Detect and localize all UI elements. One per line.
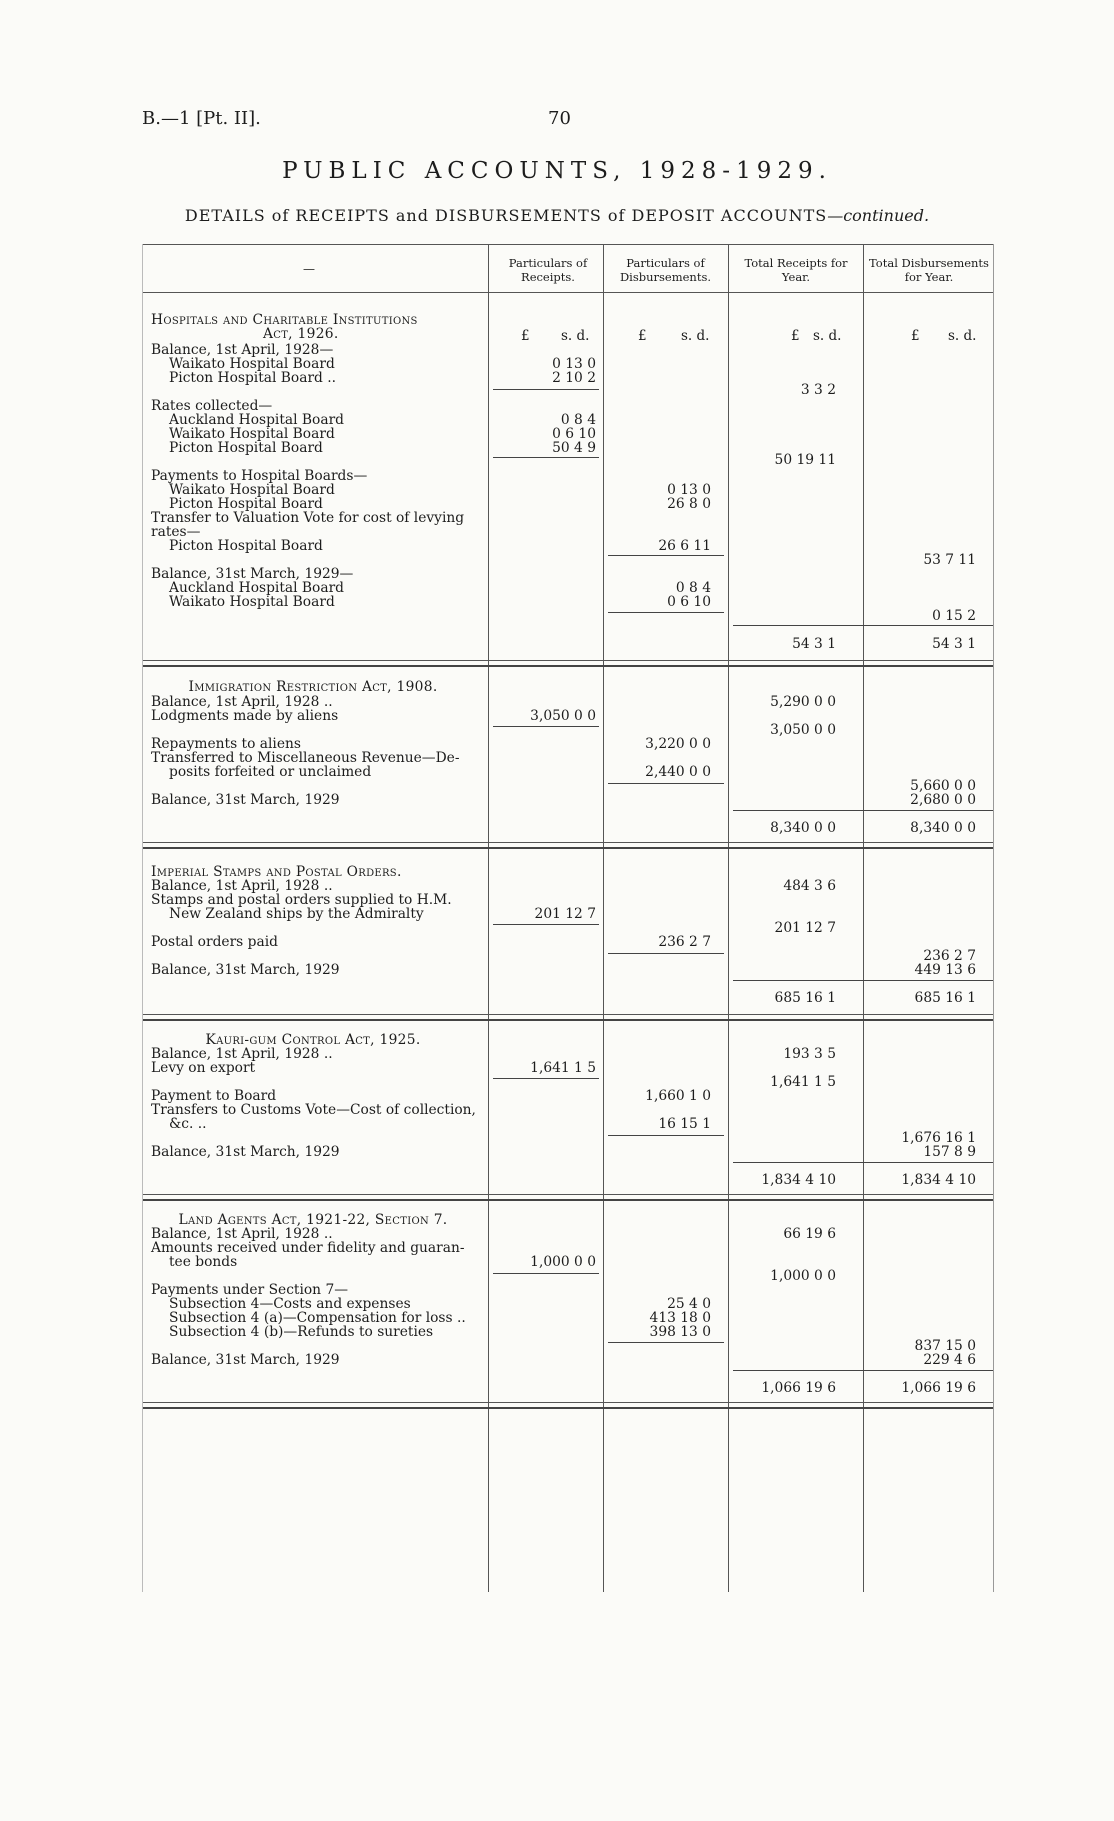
hospitals-picton3: Picton Hospital Board bbox=[169, 496, 323, 512]
hospitals-d-auck: 0 8 4 bbox=[675, 580, 711, 596]
land-sub4b: Subsection 4 (b)—Refunds to sureties bbox=[169, 1324, 434, 1340]
hospitals-picton: Picton Hospital Board .. bbox=[169, 370, 337, 386]
land-td-paid: 837 15 0 bbox=[914, 1338, 976, 1354]
stamps-td-paid: 236 2 7 bbox=[923, 948, 976, 964]
immigration-td-bal: 2,680 0 0 bbox=[910, 792, 976, 808]
hospitals-end-rule bbox=[143, 660, 993, 667]
hospitals-d-waik2: 0 6 10 bbox=[667, 594, 711, 610]
kauri-r-levy: 1,641 1 5 bbox=[530, 1060, 596, 1076]
stamps-supplied2: New Zealand ships by the Admiralty bbox=[169, 906, 424, 922]
column-divider-4 bbox=[863, 244, 864, 1592]
stamps-bal-close: Balance, 31st March, 1929 bbox=[151, 962, 340, 978]
land-subtotal-rule-1 bbox=[493, 1273, 599, 1274]
hospitals-transfer: Transfer to Valuation Vote for cost of levying bbox=[151, 510, 465, 526]
hospitals-r-pict: 50 4 9 bbox=[552, 440, 596, 456]
stamps-t-sup: 201 12 7 bbox=[774, 920, 836, 936]
hospitals-bal-close: Balance, 31st March, 1929— bbox=[151, 566, 354, 582]
hospitals-subtotal-rule-3 bbox=[608, 555, 724, 556]
hospitals-total-rule bbox=[733, 625, 993, 626]
page-title: PUBLIC ACCOUNTS, 1928-1929. bbox=[282, 158, 832, 184]
land-title: Land Agents Act, 1921-22, Section 7. bbox=[178, 1212, 448, 1228]
kauri-tot-r: 1,834 4 10 bbox=[761, 1172, 836, 1188]
hospitals-waikato3: Waikato Hospital Board bbox=[169, 482, 335, 498]
kauri-d-trans: 16 15 1 bbox=[658, 1116, 711, 1132]
header-bottom-rule bbox=[143, 292, 993, 293]
immigration-transferred2: posits forfeited or unclaimed bbox=[169, 764, 372, 780]
land-r-amt: 1,000 0 0 bbox=[530, 1254, 596, 1270]
stamps-supplied: Stamps and postal orders supplied to H.M. bbox=[151, 892, 452, 908]
hospitals-d-waik: 0 13 0 bbox=[667, 482, 711, 498]
header-disbursements: Particulars of Disbursements. bbox=[619, 256, 712, 284]
hospitals-r-waik: 0 6 10 bbox=[552, 426, 596, 442]
immigration-subtotal-rule-1 bbox=[493, 726, 599, 727]
subtitle-main: DETAILS of RECEIPTS and DISBURSEMENTS of DEPOSIT ACCOUNTS bbox=[184, 206, 828, 225]
kauri-t-levy: 1,641 1 5 bbox=[770, 1074, 836, 1090]
stamps-tot-r: 685 16 1 bbox=[774, 990, 836, 1006]
accounts-table bbox=[142, 244, 994, 1592]
header-total-disbursements: Total Disbursements for Year. bbox=[869, 256, 989, 284]
header-receipts: Particulars of Receipts. bbox=[508, 256, 588, 284]
stamps-subtotal-rule-1 bbox=[493, 924, 599, 925]
immigration-lodgments: Lodgments made by aliens bbox=[151, 708, 339, 724]
immigration-bal-open: Balance, 1st April, 1928 .. bbox=[151, 694, 333, 710]
land-total-rule bbox=[733, 1370, 993, 1371]
hospitals-auckland: Auckland Hospital Board bbox=[169, 412, 345, 428]
hospitals-t-bal: 3 3 2 bbox=[800, 382, 836, 398]
page-reference: B.—1 [Pt. II]. bbox=[142, 108, 261, 129]
column-divider-3 bbox=[728, 244, 729, 1592]
immigration-subtotal-rule-2 bbox=[608, 783, 724, 784]
kauri-total-rule bbox=[733, 1162, 993, 1163]
hospitals-tot-r: 54 3 1 bbox=[792, 636, 836, 652]
stamps-tot-d: 685 16 1 bbox=[914, 990, 976, 1006]
kauri-bal-close: Balance, 31st March, 1929 bbox=[151, 1144, 340, 1160]
immigration-t-bal: 5,290 0 0 bbox=[770, 694, 836, 710]
kauri-transfers: Transfers to Customs Vote—Cost of collection, bbox=[151, 1102, 476, 1118]
stamps-subtotal-rule-2 bbox=[608, 953, 724, 954]
hospitals-auckland2: Auckland Hospital Board bbox=[169, 580, 345, 596]
immigration-total-rule bbox=[733, 810, 993, 811]
immigration-d-trans: 2,440 0 0 bbox=[645, 764, 711, 780]
header-blank: — bbox=[303, 262, 315, 276]
hospitals-r-auck: 0 8 4 bbox=[560, 412, 596, 428]
kauri-subtotal-rule-2 bbox=[608, 1135, 724, 1136]
immigration-tot-d: 8,340 0 0 bbox=[910, 820, 976, 836]
subtitle-continued: —continued. bbox=[827, 206, 930, 225]
unit-sd-1: s. d. bbox=[561, 328, 590, 344]
hospitals-transfer2: rates— bbox=[151, 524, 201, 540]
unit-pound-1: £ bbox=[521, 328, 530, 344]
hospitals-title-1: Hospitals and Charitable Institutions bbox=[151, 312, 418, 328]
hospitals-r-waikato: 0 13 0 bbox=[552, 356, 596, 372]
kauri-end-rule bbox=[143, 1194, 993, 1201]
kauri-title: Kauri-gum Control Act, 1925. bbox=[205, 1032, 421, 1048]
stamps-t-bal: 484 3 6 bbox=[783, 878, 836, 894]
land-tot-d: 1,066 19 6 bbox=[901, 1380, 976, 1396]
hospitals-td-bal: 0 15 2 bbox=[932, 608, 976, 624]
immigration-t-lodg: 3,050 0 0 bbox=[770, 722, 836, 738]
immigration-bal-close: Balance, 31st March, 1929 bbox=[151, 792, 340, 808]
land-d-4b: 398 13 0 bbox=[649, 1324, 711, 1340]
unit-sd-4: s. d. bbox=[948, 328, 977, 344]
hospitals-td-pay: 53 7 11 bbox=[923, 552, 976, 568]
land-tot-r: 1,066 19 6 bbox=[761, 1380, 836, 1396]
kauri-subtotal-rule-1 bbox=[493, 1078, 599, 1079]
column-divider-1 bbox=[488, 244, 489, 1592]
land-bal-close: Balance, 31st March, 1929 bbox=[151, 1352, 340, 1368]
hospitals-waikato2: Waikato Hospital Board bbox=[169, 426, 335, 442]
immigration-end-rule bbox=[143, 842, 993, 849]
stamps-title: Imperial Stamps and Postal Orders. bbox=[151, 864, 402, 880]
stamps-d-paid: 236 2 7 bbox=[658, 934, 711, 950]
hospitals-subtotal-rule-4 bbox=[608, 612, 724, 613]
land-d-4: 25 4 0 bbox=[667, 1296, 711, 1312]
hospitals-tot-d: 54 3 1 bbox=[932, 636, 976, 652]
page-subtitle bbox=[0, 206, 1114, 225]
hospitals-payments: Payments to Hospital Boards— bbox=[151, 468, 368, 484]
stamps-td-bal: 449 13 6 bbox=[914, 962, 976, 978]
land-t-bal: 66 19 6 bbox=[783, 1226, 836, 1242]
hospitals-picton4: Picton Hospital Board bbox=[169, 538, 323, 554]
hospitals-subtotal-rule-1 bbox=[493, 389, 599, 390]
land-end-rule bbox=[143, 1402, 993, 1409]
hospitals-title-2: Act, 1926. bbox=[263, 326, 339, 342]
kauri-bal-open: Balance, 1st April, 1928 .. bbox=[151, 1046, 333, 1062]
kauri-td-paid: 1,676 16 1 bbox=[901, 1130, 976, 1146]
land-sub4a: Subsection 4 (a)—Compensation for loss .. bbox=[169, 1310, 466, 1326]
land-sub4: Subsection 4—Costs and expenses bbox=[169, 1296, 411, 1312]
unit-pound-2: £ bbox=[638, 328, 647, 344]
unit-sd-3: s. d. bbox=[813, 328, 842, 344]
land-amounts: Amounts received under fidelity and guaran- bbox=[151, 1240, 465, 1256]
hospitals-bal-open: Balance, 1st April, 1928— bbox=[151, 342, 334, 358]
hospitals-rates: Rates collected— bbox=[151, 398, 273, 414]
hospitals-picton2: Picton Hospital Board bbox=[169, 440, 323, 456]
immigration-repayments: Repayments to aliens bbox=[151, 736, 301, 752]
hospitals-r-picton: 2 10 2 bbox=[552, 370, 596, 386]
kauri-d-pay: 1,660 1 0 bbox=[645, 1088, 711, 1104]
hospitals-waikato4: Waikato Hospital Board bbox=[169, 594, 335, 610]
hospitals-waikato: Waikato Hospital Board bbox=[169, 356, 335, 372]
immigration-title: Immigration Restriction Act, 1908. bbox=[188, 679, 438, 695]
immigration-d-rep: 3,220 0 0 bbox=[645, 736, 711, 752]
immigration-r-lodg: 3,050 0 0 bbox=[530, 708, 596, 724]
stamps-paid: Postal orders paid bbox=[151, 934, 278, 950]
land-td-bal: 229 4 6 bbox=[923, 1352, 976, 1368]
land-d-4a: 413 18 0 bbox=[649, 1310, 711, 1326]
stamps-bal-open: Balance, 1st April, 1928 .. bbox=[151, 878, 333, 894]
kauri-levy: Levy on export bbox=[151, 1060, 256, 1076]
land-subtotal-rule-2 bbox=[608, 1342, 724, 1343]
kauri-payment: Payment to Board bbox=[151, 1088, 277, 1104]
stamps-r-sup: 201 12 7 bbox=[534, 906, 596, 922]
land-t-amt: 1,000 0 0 bbox=[770, 1268, 836, 1284]
hospitals-subtotal-rule-2 bbox=[493, 457, 599, 458]
land-bal-open: Balance, 1st April, 1928 .. bbox=[151, 1226, 333, 1242]
page-number: 70 bbox=[548, 108, 571, 129]
immigration-transferred: Transferred to Miscellaneous Revenue—De- bbox=[151, 750, 460, 766]
table-top-rule bbox=[143, 244, 993, 245]
unit-sd-2: s. d. bbox=[681, 328, 710, 344]
immigration-tot-r: 8,340 0 0 bbox=[770, 820, 836, 836]
hospitals-d-trans: 26 6 11 bbox=[658, 538, 711, 554]
kauri-t-bal: 193 3 5 bbox=[783, 1046, 836, 1062]
land-payments: Payments under Section 7— bbox=[151, 1282, 349, 1298]
kauri-transfers2: &c. .. bbox=[169, 1116, 207, 1132]
hospitals-d-pict: 26 8 0 bbox=[667, 496, 711, 512]
column-divider-2 bbox=[603, 244, 604, 1592]
hospitals-t-rates: 50 19 11 bbox=[774, 452, 836, 468]
kauri-tot-d: 1,834 4 10 bbox=[901, 1172, 976, 1188]
kauri-td-bal: 157 8 9 bbox=[923, 1144, 976, 1160]
header-total-receipts: Total Receipts for Year. bbox=[744, 256, 848, 284]
stamps-total-rule bbox=[733, 980, 993, 981]
stamps-end-rule bbox=[143, 1014, 993, 1021]
immigration-td-paid: 5,660 0 0 bbox=[910, 778, 976, 794]
land-amounts2: tee bonds bbox=[169, 1254, 238, 1270]
unit-pound-3: £ bbox=[791, 328, 800, 344]
unit-pound-4: £ bbox=[911, 328, 920, 344]
